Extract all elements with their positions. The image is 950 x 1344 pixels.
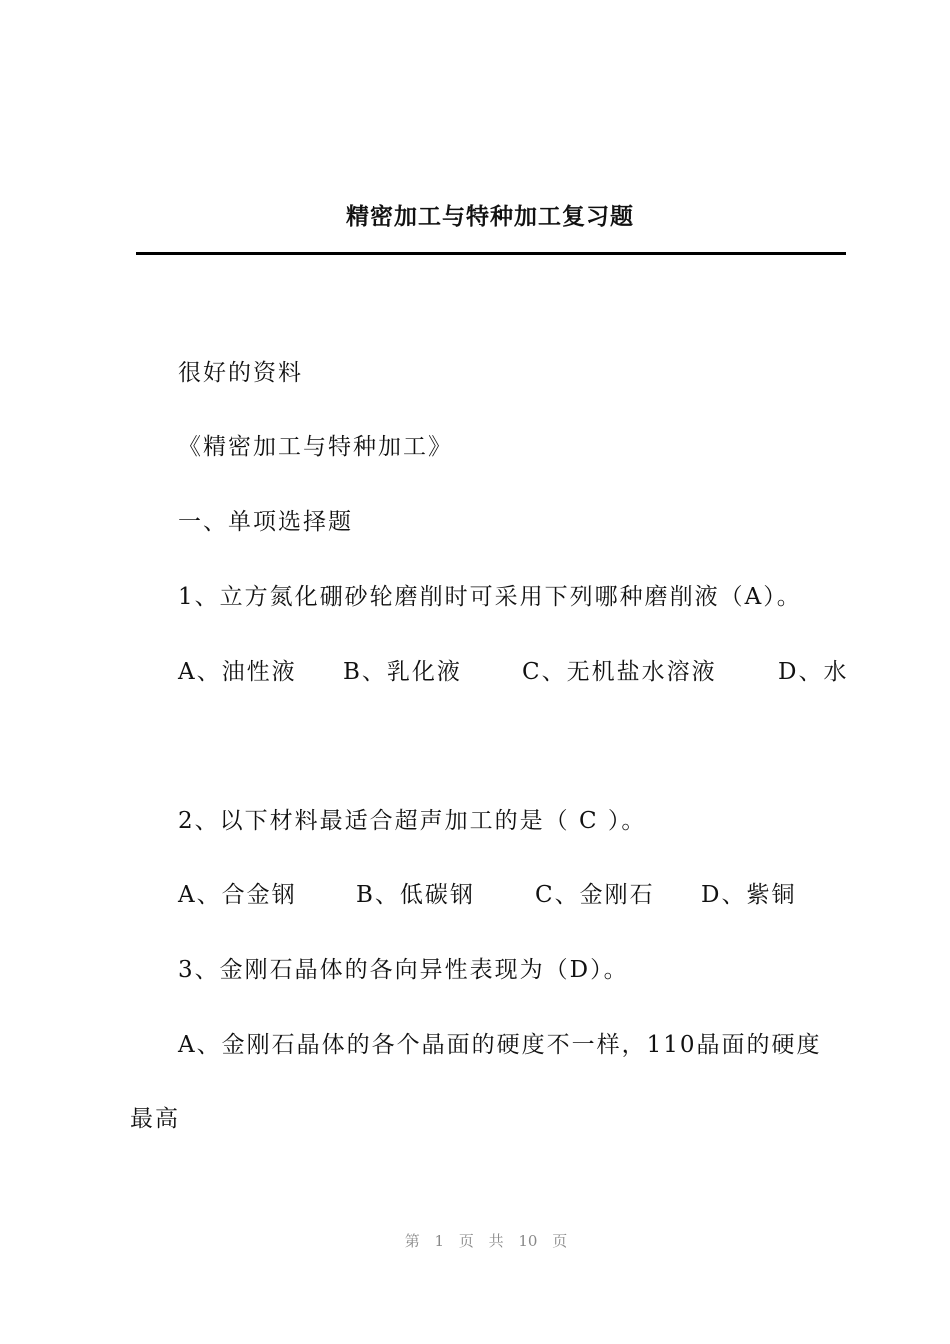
page-footer: 第 1 页 共 10 页 — [404, 1232, 568, 1250]
question-3: 3、金刚石晶体的各向异性表现为（D）。 — [178, 957, 629, 983]
q2-option-a: A、合金钢 — [178, 882, 297, 908]
section-heading: 一、单项选择题 — [178, 509, 353, 535]
q3-option-a-continuation: 最高 — [130, 1106, 180, 1132]
title-underline — [136, 252, 846, 255]
question-1: 1、立方氮化硼砂轮磨削时可采用下列哪种磨削液（A）。 — [178, 584, 802, 610]
document-title: 精密加工与特种加工复习题 — [346, 203, 634, 230]
q1-option-c: C、无机盐水溶液 — [522, 659, 717, 685]
q1-option-d: D、水 — [778, 659, 849, 685]
q1-option-a: A、油性液 — [178, 659, 297, 685]
q2-option-d: D、紫铜 — [701, 882, 797, 908]
q2-option-b: B、低碳钢 — [356, 882, 475, 908]
book-title: 《精密加工与特种加工》 — [178, 434, 453, 460]
q2-option-c: C、金刚石 — [535, 882, 655, 908]
intro-text: 很好的资料 — [178, 360, 303, 386]
q3-option-a: A、金刚石晶体的各个晶面的硬度不一样，110晶面的硬度 — [178, 1032, 822, 1058]
question-2: 2、以下材料最适合超声加工的是（ C ）。 — [178, 808, 647, 834]
q1-option-b: B、乳化液 — [343, 659, 462, 685]
